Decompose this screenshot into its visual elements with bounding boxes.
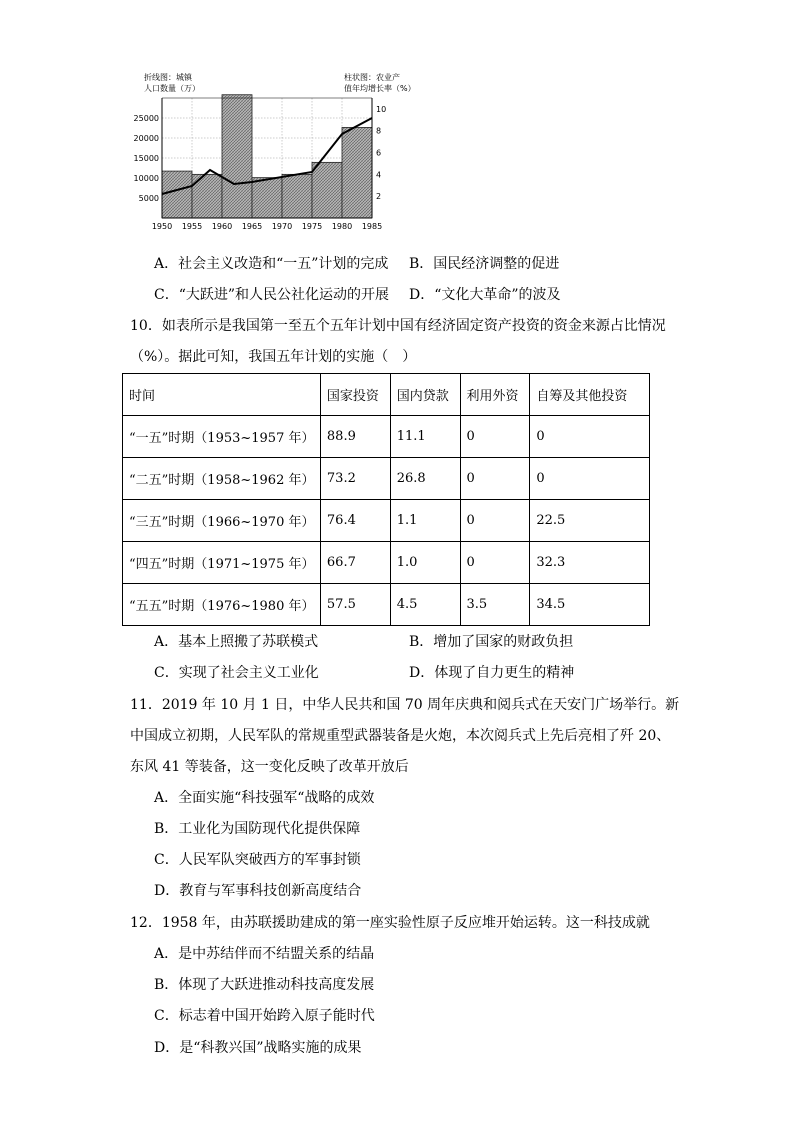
- q11-stem-line-3: 东风 41 等装备，这一变化反映了改革开放后: [130, 759, 409, 775]
- bar: [222, 95, 252, 218]
- table-cell: 3.5: [460, 584, 530, 626]
- q11-option-c[interactable]: C．人民军队突破西方的军事封锁: [154, 852, 361, 868]
- q12-option-b[interactable]: B．体现了大跃进推动科技高度发展: [154, 977, 375, 993]
- table-cell: “二五”时期（1958~1962 年）: [123, 458, 321, 500]
- table-cell: 88.9: [320, 416, 390, 458]
- table-cell: “三五”时期（1966~1970 年）: [123, 500, 321, 542]
- table-cell: 76.4: [320, 500, 390, 542]
- right-tick-label: 8: [376, 126, 382, 136]
- x-tick-label: 1960: [211, 222, 233, 231]
- x-tick-label: 1975: [301, 222, 323, 231]
- population-agriculture-chart: [133, 68, 416, 238]
- x-tick-label: 1965: [241, 222, 263, 231]
- q9-option-a[interactable]: A．社会主义改造和“一五”计划的完成: [154, 256, 389, 272]
- table-cell: 0: [460, 542, 530, 584]
- table-header-cell: 国内贷款: [390, 374, 460, 416]
- q10-stem-line-2: （%）。据此可知，我国五年计划的实施（ ）: [130, 349, 417, 365]
- q9-option-c[interactable]: C．“大跃进”和人民公社化运动的开展: [154, 287, 390, 303]
- x-tick-label: 1955: [181, 222, 203, 231]
- q12-option-d[interactable]: D．是“科教兴国”战略实施的成果: [154, 1040, 362, 1056]
- left-tick-label: 5000: [138, 194, 159, 203]
- table-cell: 0: [460, 416, 530, 458]
- table-cell: 0: [460, 458, 530, 500]
- q11-option-b[interactable]: B．工业化为国防现代化提供保障: [154, 821, 361, 837]
- q9-option-d[interactable]: D．“文化大革命”的波及: [409, 287, 561, 303]
- bar: [162, 171, 192, 218]
- table-row: [123, 584, 650, 626]
- table-row: [123, 458, 650, 500]
- table-header-cell: 利用外资: [460, 374, 530, 416]
- bar: [312, 162, 342, 218]
- table-cell: “一五”时期（1953~1957 年）: [123, 416, 321, 458]
- q10-option-b[interactable]: B．增加了国家的财政负担: [409, 634, 574, 650]
- table-cell: 73.2: [320, 458, 390, 500]
- table-cell: 11.1: [390, 416, 460, 458]
- q11-option-d[interactable]: D．教育与军事科技创新高度结合: [154, 883, 362, 899]
- q10-option-d[interactable]: D．体现了自力更生的精神: [409, 665, 575, 681]
- x-tick-label: 1980: [331, 222, 353, 231]
- x-tick-label: 1985: [361, 222, 383, 231]
- table-header-cell: 自筹及其他投资: [530, 374, 650, 416]
- x-tick-label: 1970: [271, 222, 293, 231]
- bar: [252, 178, 282, 218]
- table-row: [123, 500, 650, 542]
- bar: [342, 127, 372, 218]
- q11-stem-line-2: 中国成立初期，人民军队的常规重型武器装备是火炮，本次阅兵式上先后亮相了歼 20、: [130, 728, 671, 744]
- left-axis-label-2: 人口数量（万）: [144, 84, 200, 93]
- q11-stem-line-1: 11．2019 年 10 月 1 日，中华人民共和国 70 周年庆典和阅兵式在天安门广场举行。新: [130, 697, 680, 713]
- table-cell: “五五”时期（1976~1980 年）: [123, 584, 321, 626]
- right-axis-label-1: 柱状图：农业产: [344, 73, 400, 82]
- left-tick-label: 15000: [133, 154, 159, 163]
- table-cell: 57.5: [320, 584, 390, 626]
- table-cell: 0: [530, 416, 650, 458]
- table-header-row: [123, 374, 650, 416]
- table-header-cell: 时间: [123, 374, 321, 416]
- left-axis-label-1: 折线图：城镇: [144, 73, 192, 82]
- q12-stem-line-1: 12．1958 年，由苏联援助建成的第一座实验性原子反应堆开始运转。这一科技成就: [130, 915, 650, 931]
- table-cell: 32.3: [530, 542, 650, 584]
- table-cell: “四五”时期（1971~1975 年）: [123, 542, 321, 584]
- table-cell: 26.8: [390, 458, 460, 500]
- q12-option-a[interactable]: A．是中苏结伴而不结盟关系的结晶: [154, 946, 375, 962]
- bar-series: [162, 95, 372, 218]
- right-tick-label: 6: [376, 148, 382, 158]
- q12-option-c[interactable]: C．标志着中国开始跨入原子能时代: [154, 1008, 375, 1024]
- table-cell: 66.7: [320, 542, 390, 584]
- right-tick-label: 2: [376, 192, 382, 202]
- table-cell: 0: [530, 458, 650, 500]
- left-tick-label: 25000: [133, 114, 159, 123]
- table-row: [123, 416, 650, 458]
- table-header-cell: 国家投资: [320, 374, 390, 416]
- q9-option-b[interactable]: B．国民经济调整的促进: [409, 256, 560, 272]
- right-tick-label: 4: [376, 170, 382, 180]
- table-cell: 0: [460, 500, 530, 542]
- q11-option-a[interactable]: A．全面实施“科技强军“战略的成效: [154, 790, 375, 806]
- table-cell: 4.5: [390, 584, 460, 626]
- left-tick-label: 20000: [133, 134, 159, 143]
- table-cell: 1.1: [390, 500, 460, 542]
- left-tick-label: 10000: [133, 174, 159, 183]
- right-axis-label-2: 值年均增长率（%）: [344, 84, 416, 93]
- right-tick-label: 10: [376, 104, 387, 114]
- bar: [282, 174, 312, 218]
- investment-source-table: [122, 373, 650, 626]
- q10-option-c[interactable]: C．实现了社会主义工业化: [154, 665, 319, 681]
- table-cell: 22.5: [530, 500, 650, 542]
- x-tick-label: 1950: [151, 222, 173, 231]
- table-cell: 1.0: [390, 542, 460, 584]
- q10-option-a[interactable]: A．基本上照搬了苏联模式: [154, 634, 319, 650]
- q10-stem-line-1: 10．如表所示是我国第一至五个五年计划中国有经济固定资产投资的资金来源占比情况: [130, 318, 666, 334]
- table-cell: 34.5: [530, 584, 650, 626]
- table-row: [123, 542, 650, 584]
